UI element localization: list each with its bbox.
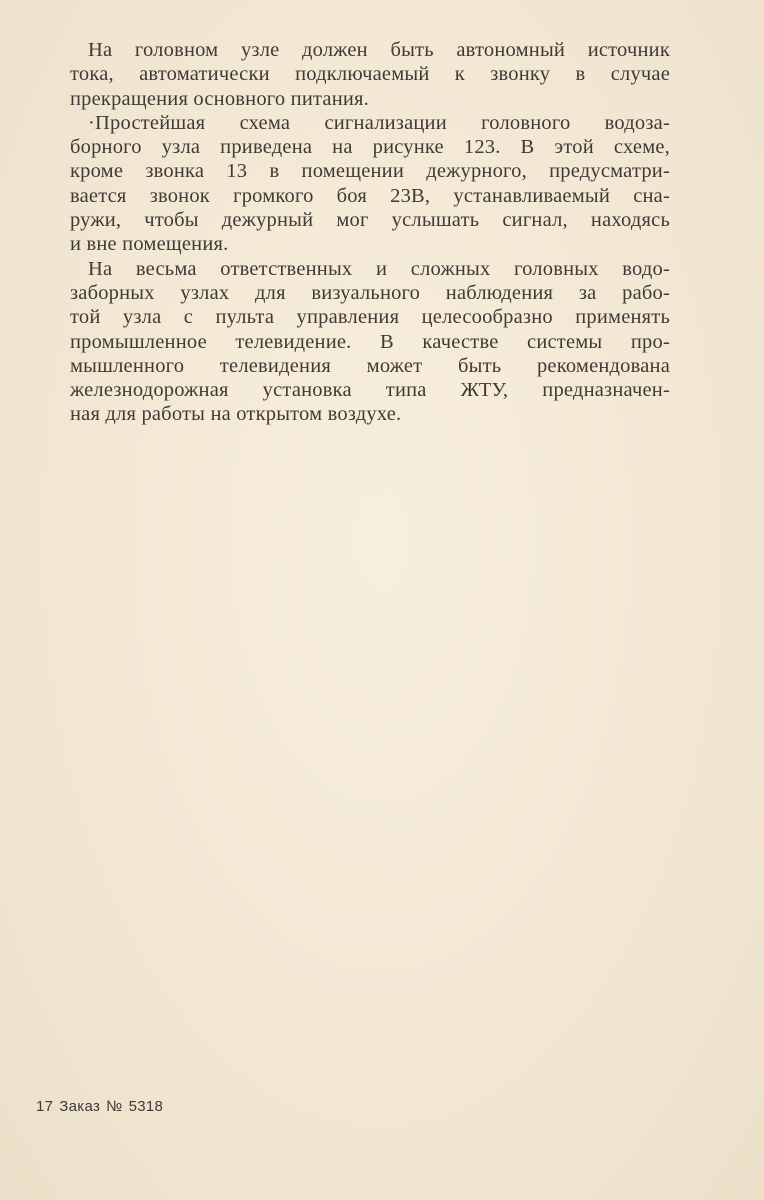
text-line: ная для работы на открытом воздухе. (70, 403, 402, 426)
number-sign: № (106, 1098, 123, 1115)
text-line: тока, автоматически подключаемый к звонку в случае (70, 63, 670, 86)
text-line: На весьма ответственных и сложных головных водо- (88, 257, 670, 280)
text-line: ружи, чтобы дежурный мог услышать сигнал, находясь (70, 209, 670, 232)
text-line: борного узла приведена на рисунке 123. В этой схеме, (70, 136, 670, 159)
text-line: той узла с пульта управления целесообразно применять (70, 306, 670, 329)
text-line: кроме звонка 13 в помещении дежурного, предусматри- (70, 160, 670, 183)
text-line: железнодорожная установка типа ЖТУ, предназначен- (70, 379, 670, 402)
text-line: ·Простейшая схема сигнализации головного водоза- (88, 111, 670, 134)
text-line: На головном узле должен быть автономный источник (88, 39, 670, 61)
text-line: и вне помещения. (70, 233, 229, 256)
order-number: 5318 (128, 1098, 164, 1115)
text-line: прекращения основного питания. (70, 87, 370, 110)
body-text (70, 38, 670, 427)
paragraph-signal-scheme (70, 111, 670, 257)
paragraph-autonomous-power (70, 38, 670, 111)
text-line: заборных узлах для визуального наблюдения за рабо- (70, 281, 670, 304)
sheet-number: 17 (36, 1098, 54, 1115)
page-footer-signature (36, 1098, 169, 1115)
text-line: вается звонок громкого боя 23В, устанавливаемый сна- (70, 184, 670, 207)
paragraph-industrial-tv (70, 257, 670, 427)
text-line: мышленного телевидения может быть рекомендована (70, 354, 670, 377)
text-line: промышленное телевидение. В качестве системы про- (70, 330, 670, 353)
order-label: Заказ (59, 1098, 101, 1115)
